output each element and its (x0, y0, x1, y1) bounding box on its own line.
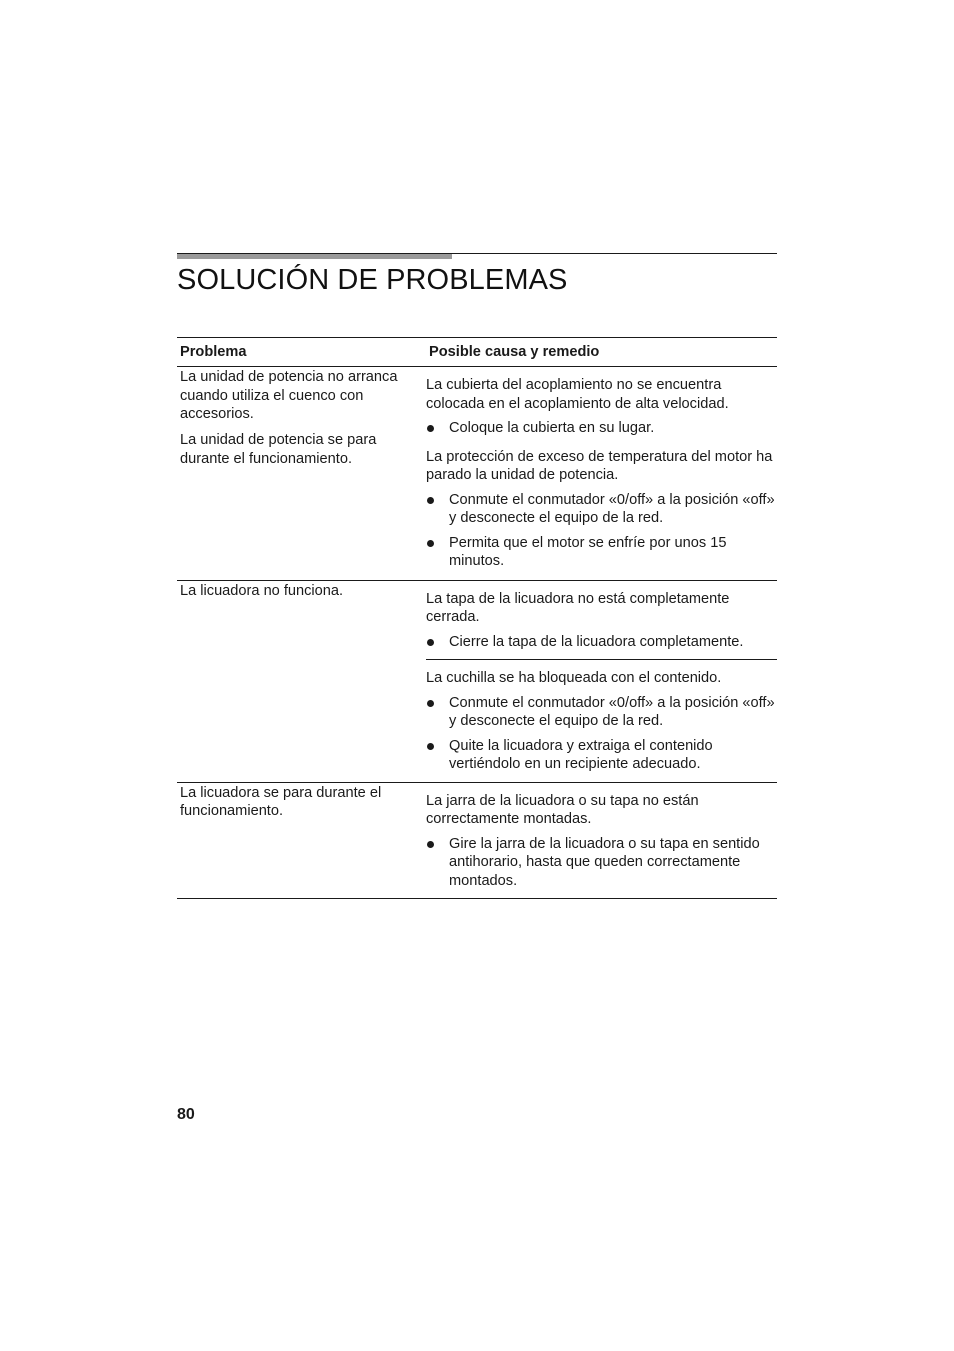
remedy-text: Conmute el conmutador «0/off» a la posición «off» y desconecte el equipo de la red. (449, 694, 775, 729)
cause-block (426, 367, 777, 438)
cause-cell (423, 783, 777, 891)
bullet-icon (426, 534, 449, 571)
page-number: 80 (177, 1106, 195, 1123)
table-row (177, 581, 777, 783)
cause-cell (423, 581, 777, 774)
problem-text: La licuadora no funciona. (180, 582, 344, 599)
cause-text: La cuchilla se ha bloqueada con el contenido. (426, 670, 722, 686)
remedy-item (426, 633, 777, 652)
remedy-text: Quite la licuadora y extraiga el contenido vertiéndolo en un recipiente adecuado. (449, 737, 713, 772)
cause-text: La jarra de la licuadora o su tapa no están correctamente montadas. (426, 792, 699, 827)
remedy-item (426, 534, 777, 571)
remedy-text: Gire la jarra de la licuadora o su tapa en sentido antihorario, hasta que queden correctamente montados. (449, 835, 760, 889)
cause-block (426, 438, 777, 571)
page-title: SOLUCIÓN DE PROBLEMAS (177, 264, 568, 296)
problem-cell (177, 783, 423, 891)
bullet-icon (426, 491, 449, 528)
problem-cell (177, 367, 423, 571)
cause-cell (423, 367, 777, 571)
remedy-item (426, 737, 777, 774)
remedy-item (426, 491, 777, 528)
table-header-row (177, 337, 777, 367)
cause-block (426, 659, 777, 774)
problem-text: La unidad de potencia se para durante el funcionamiento. (180, 432, 377, 467)
cause-text: La protección de exceso de temperatura del motor ha parado la unidad de potencia. (426, 448, 773, 483)
remedy-item (426, 419, 777, 438)
problem-text: La licuadora se para durante el funcionamiento. (180, 784, 382, 819)
problem-text: La unidad de potencia no arranca cuando utiliza el cuenco con accesorios. (180, 369, 398, 422)
remedy-text: Coloque la cubierta en su lugar. (449, 420, 655, 436)
title-accent-bar (177, 254, 452, 259)
bullet-icon (426, 633, 449, 652)
bullet-icon (426, 835, 449, 891)
table-row (177, 783, 777, 900)
bullet-icon (426, 419, 449, 438)
cause-block (426, 783, 777, 891)
remedy-text: Permita que el motor se enfríe por unos 15 minutos. (449, 534, 727, 569)
cause-block (426, 581, 777, 660)
remedy-text: Cierre la tapa de la licuadora completamente. (449, 633, 744, 650)
remedy-item (426, 835, 777, 891)
bullet-icon (426, 737, 449, 774)
bullet-icon (426, 694, 449, 731)
column-header-cause-remedy: Posible causa y remedio (429, 343, 600, 360)
cause-text: La tapa de la licuadora no está completamente cerrada. (426, 590, 730, 625)
table-row (177, 367, 777, 581)
problem-cell (177, 581, 423, 774)
remedy-text: Conmute el conmutador «0/off» a la posición «off» y desconecte el equipo de la red. (449, 491, 775, 526)
remedy-item (426, 694, 777, 731)
troubleshooting-table (177, 337, 777, 899)
cause-text: La cubierta del acoplamiento no se encuentra colocada en el acoplamiento de alta velocidad. (426, 377, 729, 412)
column-header-problem: Problema (180, 343, 247, 360)
